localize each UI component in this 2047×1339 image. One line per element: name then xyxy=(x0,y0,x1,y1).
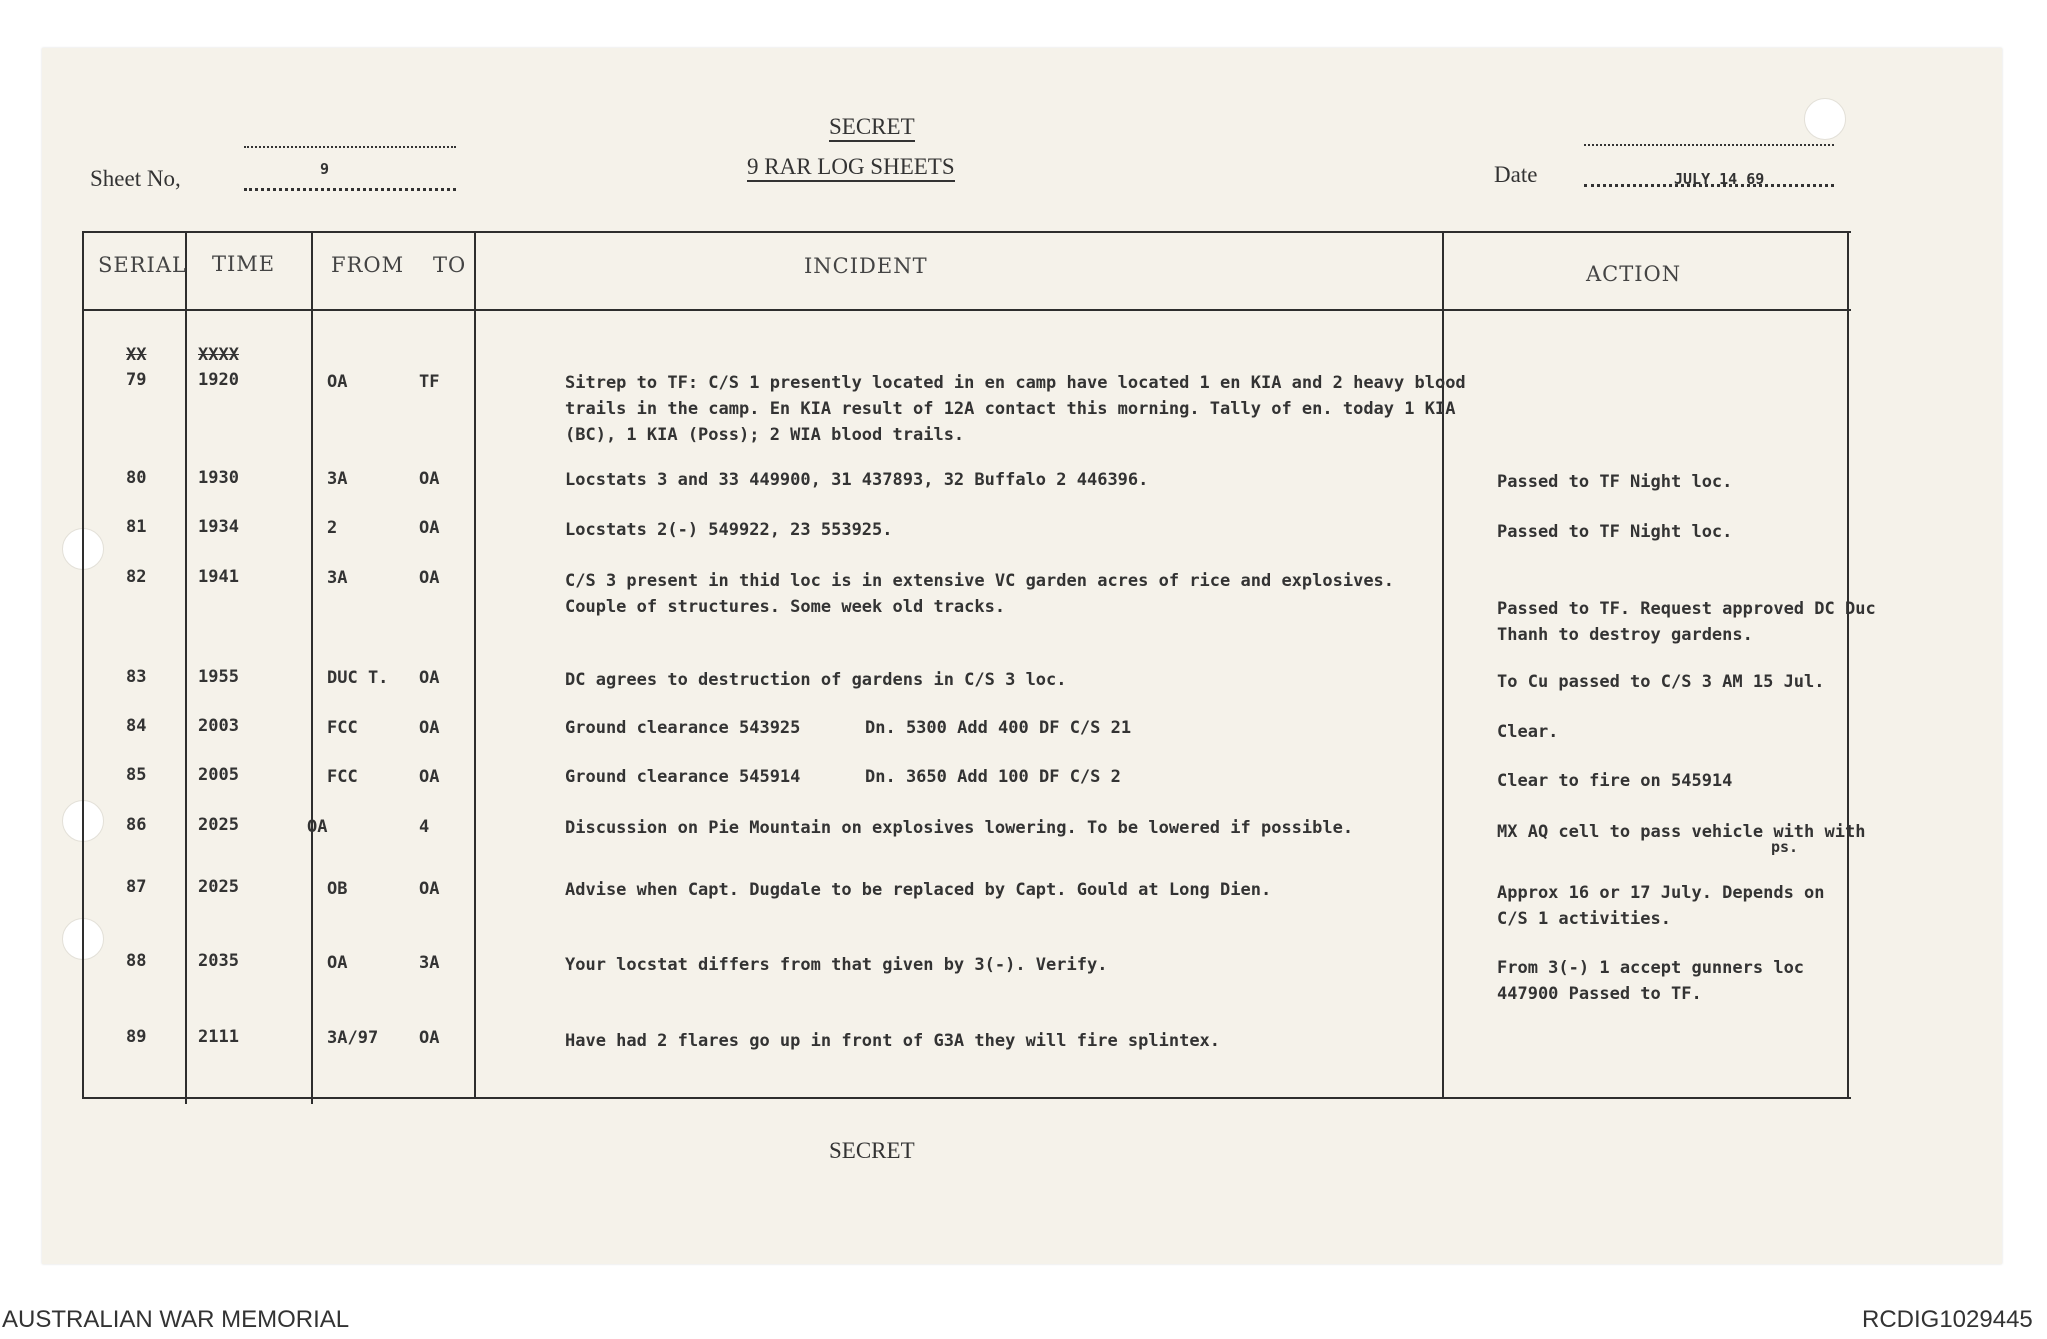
incident-cell: Have had 2 flares go up in front of G3A they will fire splintex. xyxy=(565,1031,1221,1051)
to-cell: 3A xyxy=(419,953,440,973)
document-reference: RCDIG1029445 xyxy=(1862,1306,2033,1333)
action-cell: Approx 16 or 17 July. Depends on C/S 1 activities. xyxy=(1497,883,1825,929)
date-dots-upper xyxy=(1584,144,1834,146)
from-cell: OA xyxy=(307,817,328,837)
time-cell: 1920 xyxy=(198,370,239,390)
time-cell: 1930 xyxy=(198,468,239,488)
action-cell: Clear to fire on 545914 xyxy=(1497,771,1733,791)
serial-cell: 81 xyxy=(126,517,147,537)
serial-time-divider xyxy=(185,231,187,1104)
time-cell: 1941 xyxy=(198,567,239,587)
time-cell: 2025 xyxy=(198,815,239,835)
to-cell: OA xyxy=(419,568,440,588)
incident-cell: Advise when Capt. Dugdale to be replaced by Capt. Gould at Long Dien. xyxy=(565,880,1272,900)
column-header-incident: INCIDENT xyxy=(804,254,928,278)
incident-cell: C/S 3 present in thid loc is in extensive VC garden acres of rice and explosives. Couple of structures. Some week old tracks. xyxy=(565,571,1395,617)
from-cell: 2 xyxy=(327,518,338,538)
to-cell: OA xyxy=(419,767,440,787)
from-cell: FCC xyxy=(327,767,358,787)
column-header-serial: SERIAL xyxy=(98,253,187,277)
serial-cell: 82 xyxy=(126,567,147,587)
from-cell: FCC xyxy=(327,718,358,738)
incident-cell: Ground clearance 543925 xyxy=(565,718,801,738)
incident-detail: Dn. 5300 Add 400 DF C/S 21 xyxy=(865,718,1132,738)
to-cell: OA xyxy=(419,668,440,688)
from-cell: 3A xyxy=(327,469,348,489)
column-header-action: ACTION xyxy=(1586,262,1682,286)
punch-hole xyxy=(1804,98,1846,140)
from-cell: OB xyxy=(327,879,348,899)
column-header-time: TIME xyxy=(212,252,276,276)
time-cell: 2003 xyxy=(198,716,239,736)
sheet-number-label: Sheet No, xyxy=(90,166,181,191)
column-header-from: FROM xyxy=(331,253,405,277)
table-bottom-border xyxy=(82,1097,1851,1099)
date-label: Date xyxy=(1494,162,1538,187)
time-cell: 2035 xyxy=(198,951,239,971)
serial-cell: 85 xyxy=(126,765,147,785)
struck-serial: XX xyxy=(126,345,147,365)
incident-cell: Locstats 2(-) 549922, 23 553925. xyxy=(565,520,893,540)
from-cell: 3A/97 xyxy=(327,1028,379,1048)
struck-time: XXXX xyxy=(198,345,239,365)
action-cell: Clear. xyxy=(1497,722,1559,742)
time-cell: 1934 xyxy=(198,517,239,537)
time-from-divider xyxy=(311,231,313,1104)
incident-action-divider xyxy=(1442,231,1444,1099)
action-cell: Passed to TF. Request approved DC Duc Thanh to destroy gardens. xyxy=(1497,599,1876,645)
to-cell: TF xyxy=(419,372,440,392)
from-cell: OA xyxy=(327,953,348,973)
date-value: JULY 14 69 xyxy=(1674,170,1765,188)
column-header-to: TO xyxy=(433,253,467,277)
table-top-border xyxy=(82,231,1851,233)
time-cell: 2005 xyxy=(198,765,239,785)
incident-detail: Dn. 3650 Add 100 DF C/S 2 xyxy=(865,767,1121,787)
to-cell: OA xyxy=(419,879,440,899)
action-cell: Passed to TF Night loc. xyxy=(1497,522,1733,542)
institution-label: AUSTRALIAN WAR MEMORIAL xyxy=(2,1306,350,1333)
sheet-title: 9 RAR LOG SHEETS xyxy=(747,154,955,180)
time-cell: 2025 xyxy=(198,877,239,897)
sheet-number-value: 9 xyxy=(320,160,330,178)
action-cell: From 3(-) 1 accept gunners loc 447900 Passed to TF. xyxy=(1497,958,1805,1004)
serial-cell: 89 xyxy=(126,1027,147,1047)
from-cell: DUC T. xyxy=(327,668,389,688)
action-cell: To Cu passed to C/S 3 AM 15 Jul. xyxy=(1497,672,1825,692)
sheet-number-dots-upper xyxy=(244,146,456,148)
serial-cell: 84 xyxy=(126,716,147,736)
serial-cell: 86 xyxy=(126,815,147,835)
action-detail: ps. xyxy=(1771,838,1799,856)
classification-top: SECRET xyxy=(829,114,915,140)
incident-cell: Ground clearance 545914 xyxy=(565,767,801,787)
incident-cell: Discussion on Pie Mountain on explosives lowering. To be lowered if possible. xyxy=(565,818,1354,838)
header-divider xyxy=(82,309,1851,311)
serial-cell: 80 xyxy=(126,468,147,488)
to-incident-divider xyxy=(474,231,476,1099)
serial-cell: 87 xyxy=(126,877,147,897)
serial-cell: 88 xyxy=(126,951,147,971)
incident-cell: Sitrep to TF: C/S 1 presently located in en camp have located 1 en KIA and 2 heavy blood trails in the camp. En KIA result of 12A contact this morning. Tally of en. today 1 KIA (BC), 1 KIA (Poss); 2 WIA blood trails. xyxy=(565,373,1466,445)
to-cell: OA xyxy=(419,1028,440,1048)
table-left-border xyxy=(82,231,84,1099)
to-cell: 4 xyxy=(419,817,430,837)
to-cell: OA xyxy=(419,469,440,489)
incident-cell: Locstats 3 and 33 449900, 31 437893, 32 Buffalo 2 446396. xyxy=(565,470,1149,490)
serial-cell: 79 xyxy=(126,370,147,390)
incident-cell: Your locstat differs from that given by 3(-). Verify. xyxy=(565,955,1108,975)
to-cell: OA xyxy=(419,718,440,738)
action-cell: Passed to TF Night loc. xyxy=(1497,472,1733,492)
classification-bottom: SECRET xyxy=(829,1138,915,1163)
to-cell: OA xyxy=(419,518,440,538)
from-cell: 3A xyxy=(327,568,348,588)
time-cell: 2111 xyxy=(198,1027,239,1047)
incident-cell: DC agrees to destruction of gardens in C/S 3 loc. xyxy=(565,670,1067,690)
action-cell: MX AQ cell to pass vehicle with with xyxy=(1497,822,1866,842)
time-cell: 1955 xyxy=(198,667,239,687)
from-cell: OA xyxy=(327,372,348,392)
serial-cell: 83 xyxy=(126,667,147,687)
sheet-number-dots xyxy=(244,188,456,191)
